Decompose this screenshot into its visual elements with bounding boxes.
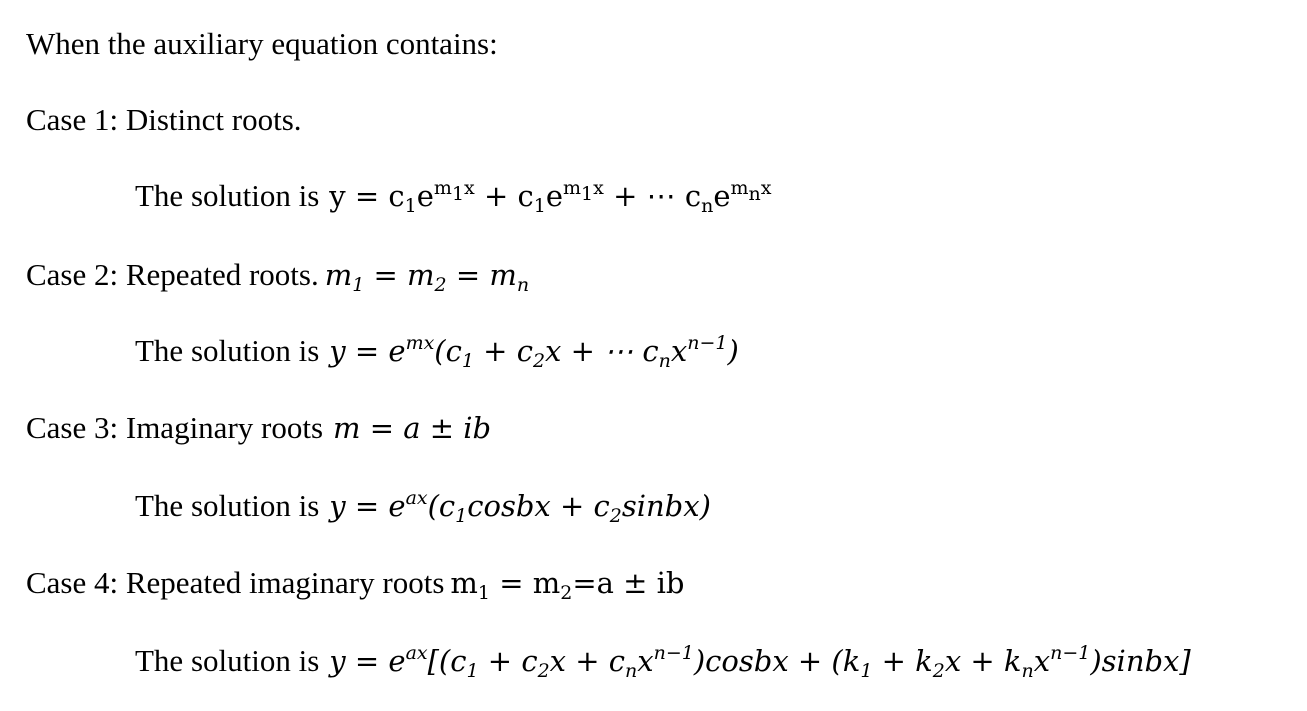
case-4-heading: Case 4: Repeated imaginary roots [26,565,445,600]
case-3-heading: Case 3: Imaginary roots [26,410,324,445]
case-2-heading: Case 2: Repeated roots. [26,257,319,292]
case-1-solution-line [135,176,771,226]
solution-label: The solution is [135,333,320,368]
solution-label: The solution is [135,488,320,523]
solution-label: The solution is [135,178,320,213]
case-2-solution-formula: $y = e^{mx}(c_1 + c_2x$ + ⋯ $c_nx^{n-1}$) [329,332,739,372]
case-3-heading-line [26,408,491,448]
case-2-condition-formula: $m_1 = m_2 = m_n$ [324,258,530,296]
case-4-solution-line [135,641,1191,691]
intro-text: When the auxiliary equation contains: [26,26,498,61]
solution-label: The solution is [135,643,320,678]
case-4-condition-formula: $m_1 = m_2=a$ ± ib [450,566,685,604]
case-4-solution-formula: $y = e^{ax}[(c_1 + c_2x$ + $c_nx^{n-1})cosbx + (k_1 + k_2x$ + $k_nx^{n-1})sinbx$] [329,642,1191,682]
case-1-heading: Case 1: Distinct roots. [26,102,302,137]
case-2-heading-line [26,255,529,305]
case-4-heading-line [26,563,684,613]
case-3-solution-line [135,486,711,536]
case-3-solution-formula: $y = e^{ax}(c_1cosbx$ + $c_2sinbx$) [329,487,711,527]
case-3-condition-formula: m = a ± ib [333,411,492,445]
case-2-solution-line [135,331,739,381]
case-1-solution-formula: $y = c_1e^{m_1x} + c_1e^{m_1x}$ + ⋯ $c_ne^{m_nx}$ [329,177,772,217]
